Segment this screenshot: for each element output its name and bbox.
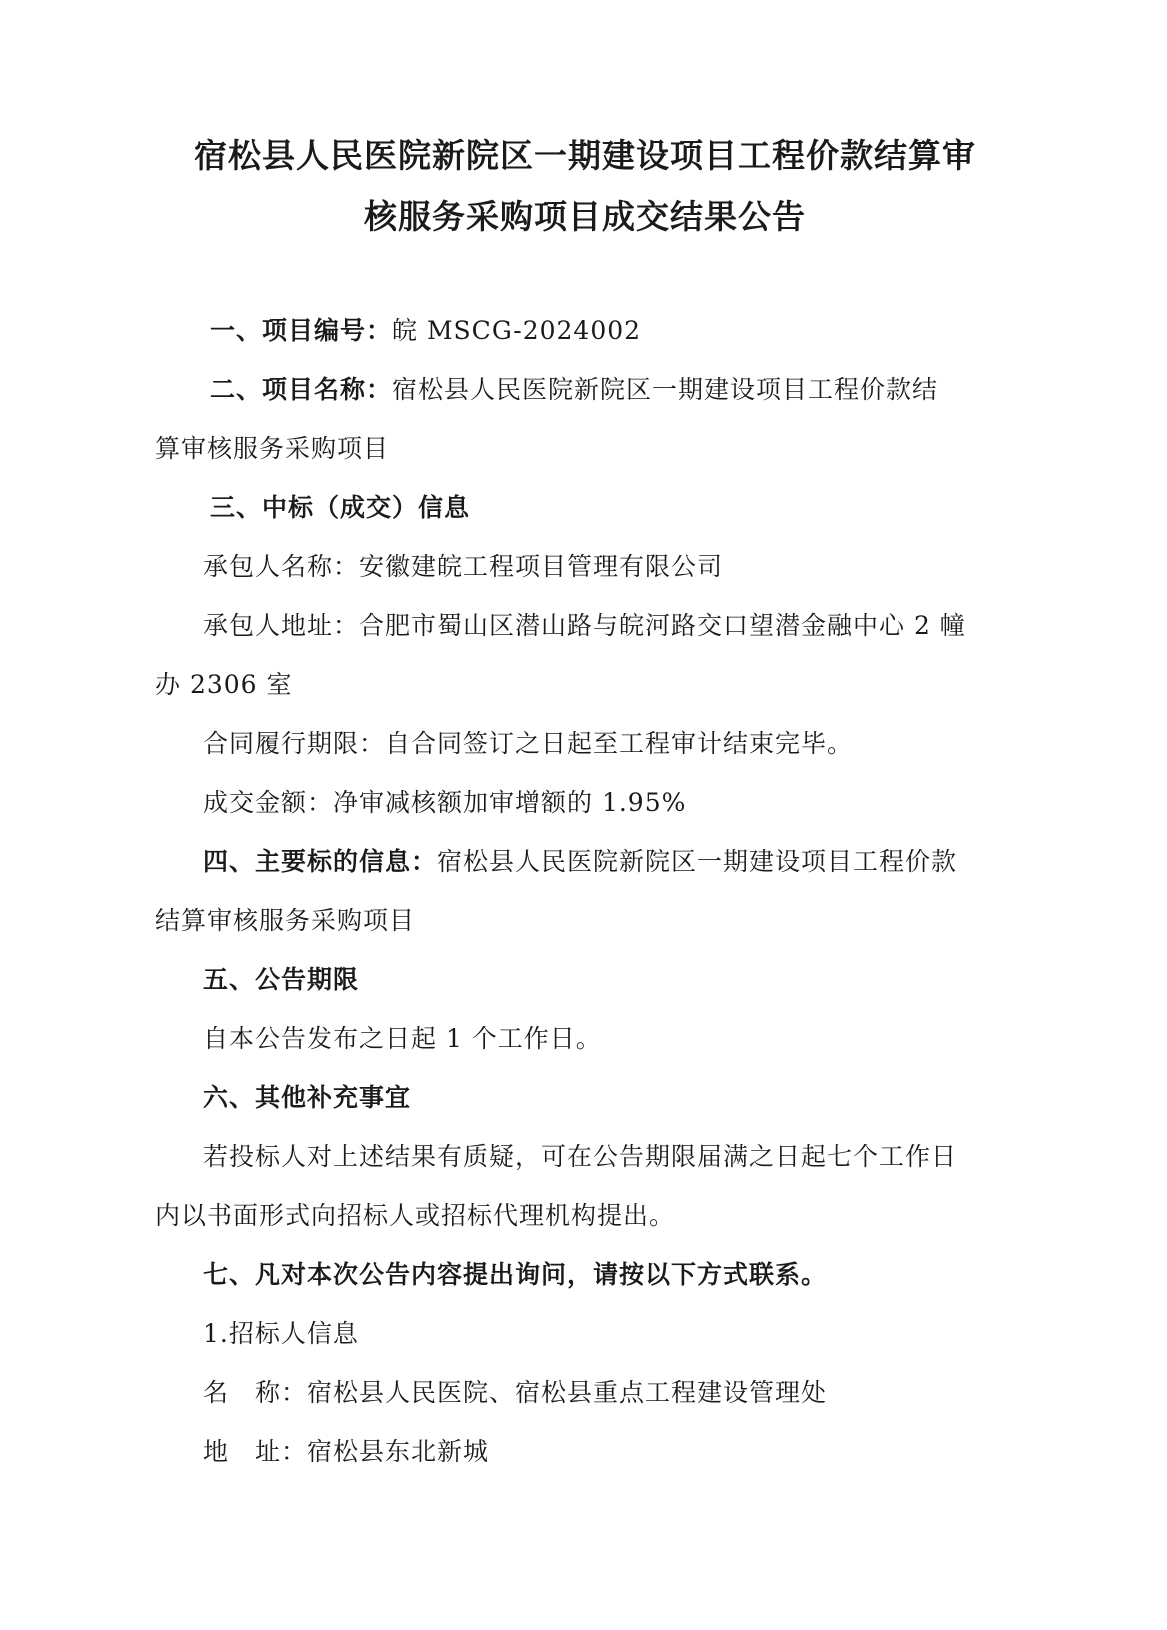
tenderer-address-value: 宿松县东北新城 bbox=[307, 1437, 490, 1466]
main-subject-value-line1: 宿松县人民医院新院区一期建设项目工程价款 bbox=[437, 847, 958, 876]
project-name-value-line1: 宿松县人民医院新院区一期建设项目工程价款结 bbox=[392, 375, 939, 404]
contract-period: 合同履行期限：自合同签订之日起至工程审计结束完毕。 bbox=[203, 729, 854, 758]
notice-period-text: 自本公告发布之日起 1 个工作日。 bbox=[203, 1024, 602, 1053]
deal-amount: 成交金额：净审减核额加审增额的 1.95% bbox=[203, 788, 687, 817]
section-notice-period-heading: 五、公告期限 bbox=[203, 965, 360, 994]
other-matters-text-line1: 若投标人对上述结果有质疑，可在公告期限届满之日起七个工作日 bbox=[203, 1142, 958, 1171]
tenderer-info-subheading: 1.招标人信息 bbox=[203, 1319, 359, 1348]
main-subject-label: 四、主要标的信息： bbox=[203, 847, 438, 876]
section-contact-heading: 七、凡对本次公告内容提出询问，请按以下方式联系。 bbox=[203, 1260, 828, 1289]
tenderer-name bbox=[203, 1378, 827, 1408]
section-project-name bbox=[210, 375, 938, 405]
contractor-name: 承包人名称：安徽建皖工程项目管理有限公司 bbox=[203, 552, 724, 581]
section-project-number bbox=[210, 316, 641, 346]
section-main-subject bbox=[203, 847, 957, 877]
tenderer-address-label: 地 址： bbox=[203, 1437, 308, 1466]
section-award-heading: 三、中标（成交）信息 bbox=[210, 493, 471, 522]
project-number-value: 皖 MSCG-2024002 bbox=[392, 316, 642, 345]
document-title-line1: 宿松县人民医院新院区一期建设项目工程价款结算审 bbox=[194, 136, 976, 175]
project-name-value-line2: 算审核服务采购项目 bbox=[155, 434, 390, 463]
document-title-line2: 核服务采购项目成交结果公告 bbox=[364, 197, 806, 236]
other-matters-text-line2: 内以书面形式向招标人或招标代理机构提出。 bbox=[155, 1201, 676, 1230]
contractor-address-line2: 办 2306 室 bbox=[155, 670, 293, 699]
main-subject-value-line2: 结算审核服务采购项目 bbox=[155, 906, 416, 935]
tenderer-address bbox=[203, 1437, 489, 1467]
section-other-matters-heading: 六、其他补充事宜 bbox=[203, 1083, 412, 1112]
project-name-label: 二、项目名称： bbox=[210, 375, 393, 404]
contractor-address-line1: 承包人地址：合肥市蜀山区潜山路与皖河路交口望潜金融中心 2 幢 bbox=[203, 611, 966, 640]
project-number-label: 一、项目编号： bbox=[210, 316, 393, 345]
tenderer-name-label: 名 称： bbox=[203, 1378, 308, 1407]
tenderer-name-value: 宿松县人民医院、宿松县重点工程建设管理处 bbox=[307, 1378, 828, 1407]
